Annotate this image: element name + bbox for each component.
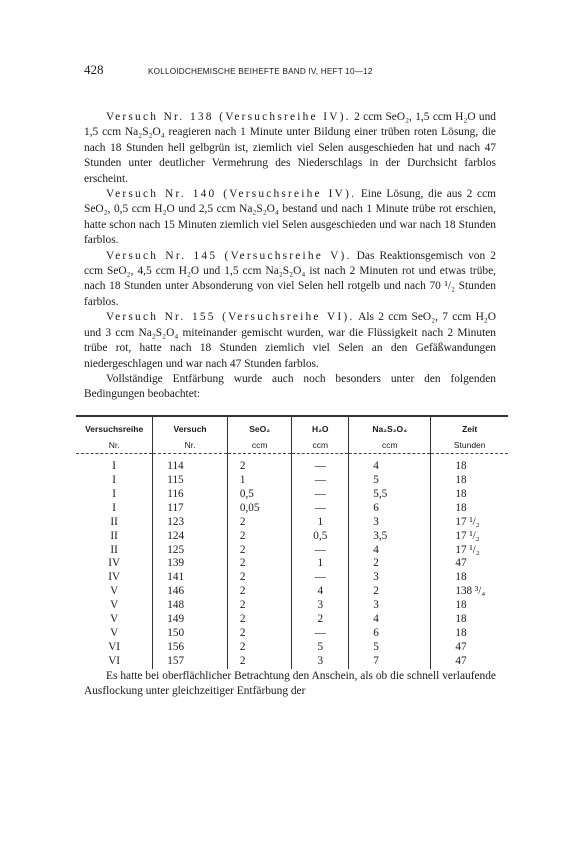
table-header-row xyxy=(76,416,508,438)
col-header-zeit: Zeit xyxy=(431,416,508,438)
time-cell: 18 xyxy=(455,501,467,514)
h2o-cell: 1 xyxy=(292,516,349,530)
experiment-lead: Versuch Nr. 138 (Versuchsreihe IV). xyxy=(106,111,351,123)
time-cell: 17 ¹/₂ xyxy=(455,543,480,556)
table-row xyxy=(76,488,508,502)
running-title: KOLLOIDCHEMISCHE BEIHEFTE BAND IV, HEFT 10—12 xyxy=(148,67,373,76)
table-row xyxy=(76,557,508,571)
series-cell: IV xyxy=(76,557,153,571)
paragraph-text: Vollständige Entfärbung wurde auch noch besonders unter den folgenden Bedingungen beobachtet: xyxy=(84,372,496,401)
table-row xyxy=(76,613,508,627)
experiment-cell: 123 xyxy=(153,516,228,530)
unit-label: Stunden xyxy=(431,438,508,454)
results-table xyxy=(76,415,508,669)
series-cell: V xyxy=(76,585,153,599)
time-cell: 47 xyxy=(455,640,467,653)
experiment-cell: 148 xyxy=(153,599,228,613)
table-row xyxy=(76,502,508,516)
unit-label: ccm xyxy=(227,438,291,454)
seo2-cell: 2 xyxy=(227,641,291,655)
seo2-cell: 2 xyxy=(227,613,291,627)
col-header-seo2: SeO₂ xyxy=(227,416,291,438)
experiment-cell: 139 xyxy=(153,557,228,571)
table-row xyxy=(76,474,508,488)
h2o-cell: 5 xyxy=(292,641,349,655)
series-cell: II xyxy=(76,530,153,544)
series-cell: I xyxy=(76,454,153,474)
paragraph xyxy=(84,187,496,249)
na2s2o4-cell: 7 xyxy=(349,655,431,669)
col-header-versuch: Versuch xyxy=(153,416,228,438)
experiment-lead: Versuch Nr. 140 (Versuchsreihe IV). xyxy=(106,188,357,201)
unit-label: ccm xyxy=(292,438,349,454)
na2s2o4-cell: 3,5 xyxy=(349,530,431,544)
paragraph-text: Eine Lösung, die aus 2 ccm SeO₂, 0,5 ccm H₂O und 2,5 ccm Na₂S₂O₄ bestand und nach 1 Minute trübe rot erschien, hatte schon nach 15 Minuten ziemlich viel Selen ausgeschieden und war nach 18 Stunden farblos. xyxy=(84,188,496,247)
paragraph xyxy=(84,372,496,403)
series-cell: VI xyxy=(76,655,153,669)
experiment-cell: 149 xyxy=(153,613,228,627)
seo2-cell: 1 xyxy=(227,474,291,488)
time-cell: 18 xyxy=(455,627,467,639)
h2o-cell: 4 xyxy=(292,585,349,599)
unit-label: Nr. xyxy=(153,438,228,454)
series-cell: V xyxy=(76,613,153,627)
h2o-cell: 1 xyxy=(292,557,349,571)
seo2-cell: 0,5 xyxy=(227,488,291,502)
body-text xyxy=(84,110,496,700)
table-row xyxy=(76,585,508,599)
paragraph xyxy=(84,110,496,187)
series-cell: II xyxy=(76,516,153,530)
seo2-cell: 2 xyxy=(227,627,291,641)
experiment-cell: 117 xyxy=(153,502,228,516)
table-row xyxy=(76,655,508,669)
table-row xyxy=(76,599,508,613)
time-cell: 17 ¹/₂ xyxy=(455,515,480,528)
page-header xyxy=(84,62,496,80)
h2o-cell: — xyxy=(292,488,349,502)
seo2-cell: 2 xyxy=(227,585,291,599)
experiment-cell: 125 xyxy=(153,544,228,558)
na2s2o4-cell: 4 xyxy=(349,613,431,627)
h2o-cell: — xyxy=(292,544,349,558)
series-cell: V xyxy=(76,599,153,613)
table-row xyxy=(76,544,508,558)
experiment-cell: 156 xyxy=(153,641,228,655)
table-body xyxy=(76,454,508,669)
na2s2o4-cell: 2 xyxy=(349,585,431,599)
series-cell: IV xyxy=(76,571,153,585)
unit-label: Nr. xyxy=(76,438,153,454)
na2s2o4-cell: 5,5 xyxy=(349,488,431,502)
paragraph-text: Als 2 ccm SeO₂, 7 ccm H₂O und 3 ccm Na₂S₂O₄ miteinander gemischt wurden, war die Flüssigkeit nach 2 Minuten trübe rot, hatte nach 18 Stunden ziemlich viel Selen an den Gefäßwandungen niedergeschlagen und war nach 47 Stunden farblos. xyxy=(84,311,496,370)
seo2-cell: 2 xyxy=(227,655,291,669)
time-cell: 18 xyxy=(455,460,467,473)
time-cell: 18 xyxy=(455,487,467,500)
col-header-h2o: H₂O xyxy=(292,416,349,438)
table-row xyxy=(76,530,508,544)
page xyxy=(84,62,496,700)
table-units-row xyxy=(76,438,508,454)
na2s2o4-cell: 4 xyxy=(349,454,431,474)
series-cell: I xyxy=(76,488,153,502)
series-cell: II xyxy=(76,544,153,558)
na2s2o4-cell: 6 xyxy=(349,502,431,516)
table-row xyxy=(76,571,508,585)
series-cell: I xyxy=(76,474,153,488)
experiment-cell: 141 xyxy=(153,571,228,585)
h2o-cell: — xyxy=(292,571,349,585)
na2s2o4-cell: 5 xyxy=(349,474,431,488)
na2s2o4-cell: 6 xyxy=(349,627,431,641)
col-header-versuchsreihe: Versuchsreihe xyxy=(76,416,153,438)
seo2-cell: 2 xyxy=(227,557,291,571)
h2o-cell: 2 xyxy=(292,613,349,627)
time-cell: 18 xyxy=(455,474,467,487)
time-cell: 138 ³/₄ xyxy=(455,585,486,598)
time-cell: 17 ¹/₂ xyxy=(455,529,480,542)
experiment-cell: 114 xyxy=(153,454,228,474)
page-number: 428 xyxy=(84,62,104,77)
table-row xyxy=(76,627,508,641)
experiment-cell: 115 xyxy=(153,474,228,488)
paragraph xyxy=(84,310,496,372)
seo2-cell: 2 xyxy=(227,571,291,585)
seo2-cell: 2 xyxy=(227,530,291,544)
series-cell: VI xyxy=(76,641,153,655)
h2o-cell: — xyxy=(292,502,349,516)
na2s2o4-cell: 3 xyxy=(349,516,431,530)
h2o-cell: 3 xyxy=(292,655,349,669)
seo2-cell: 2 xyxy=(227,454,291,474)
h2o-cell: 0,5 xyxy=(292,530,349,544)
seo2-cell: 2 xyxy=(227,599,291,613)
table-row xyxy=(76,516,508,530)
time-cell: 18 xyxy=(455,599,467,612)
experiment-cell: 116 xyxy=(153,488,228,502)
h2o-cell: — xyxy=(292,454,349,474)
experiment-cell: 157 xyxy=(153,655,228,669)
col-header-na2s2o4: Na₂S₂O₄ xyxy=(349,416,431,438)
closing-paragraph: Es hatte bei oberflächlicher Betrachtung den Anschein, als ob die schnell verlaufende Ausflockung unter gleichzeitiger Entfärbung der xyxy=(84,669,496,698)
seo2-cell: 2 xyxy=(227,544,291,558)
series-cell: V xyxy=(76,627,153,641)
series-cell: I xyxy=(76,502,153,516)
time-cell: 47 xyxy=(455,557,467,570)
h2o-cell: — xyxy=(292,474,349,488)
na2s2o4-cell: 5 xyxy=(349,641,431,655)
na2s2o4-cell: 4 xyxy=(349,544,431,558)
paragraph-text: 2 ccm SeO₂, 1,5 ccm H₂O und 1,5 ccm Na₂S₂O₄ reagieren nach 1 Minute unter Bildung einer trüben roten Lösung, die nach 18 Stunden hell gelbgrün ist, ziemlich viel Selen ausgeschieden hat und nach 47 Stunden unter deutlicher Vermehrung des Niederschlags in der Durchsicht farblos erscheint. xyxy=(84,111,496,185)
seo2-cell: 2 xyxy=(227,516,291,530)
na2s2o4-cell: 2 xyxy=(349,557,431,571)
seo2-cell: 0,05 xyxy=(227,502,291,516)
h2o-cell: 3 xyxy=(292,599,349,613)
paragraph-text: Das Reaktionsgemisch von 2 ccm SeO₂, 4,5 ccm H₂O und 1,5 ccm Na₂S₂O₄ ist nach 2 Minuten rot und etwas trübe, nach 18 Stunden unter Absonderung von viel Selen hell rotgelb und nach 70 ¹/₂ Stunden farblos. xyxy=(84,249,496,308)
experiment-lead: Versuch Nr. 155 (Versuchsreihe VI). xyxy=(106,311,355,324)
table-row xyxy=(76,641,508,655)
time-cell: 18 xyxy=(455,613,467,626)
na2s2o4-cell: 3 xyxy=(349,571,431,585)
time-cell: 47 xyxy=(455,654,467,667)
time-cell: 18 xyxy=(455,571,467,584)
experiment-cell: 124 xyxy=(153,530,228,544)
h2o-cell: — xyxy=(292,627,349,641)
experiment-lead: Versuch Nr. 145 (Versuchsreihe V). xyxy=(106,249,352,262)
experiment-cell: 146 xyxy=(153,585,228,599)
experiment-cell: 150 xyxy=(153,627,228,641)
paragraph xyxy=(84,249,496,311)
table-row xyxy=(76,454,508,474)
na2s2o4-cell: 3 xyxy=(349,599,431,613)
unit-label: ccm xyxy=(349,438,431,454)
